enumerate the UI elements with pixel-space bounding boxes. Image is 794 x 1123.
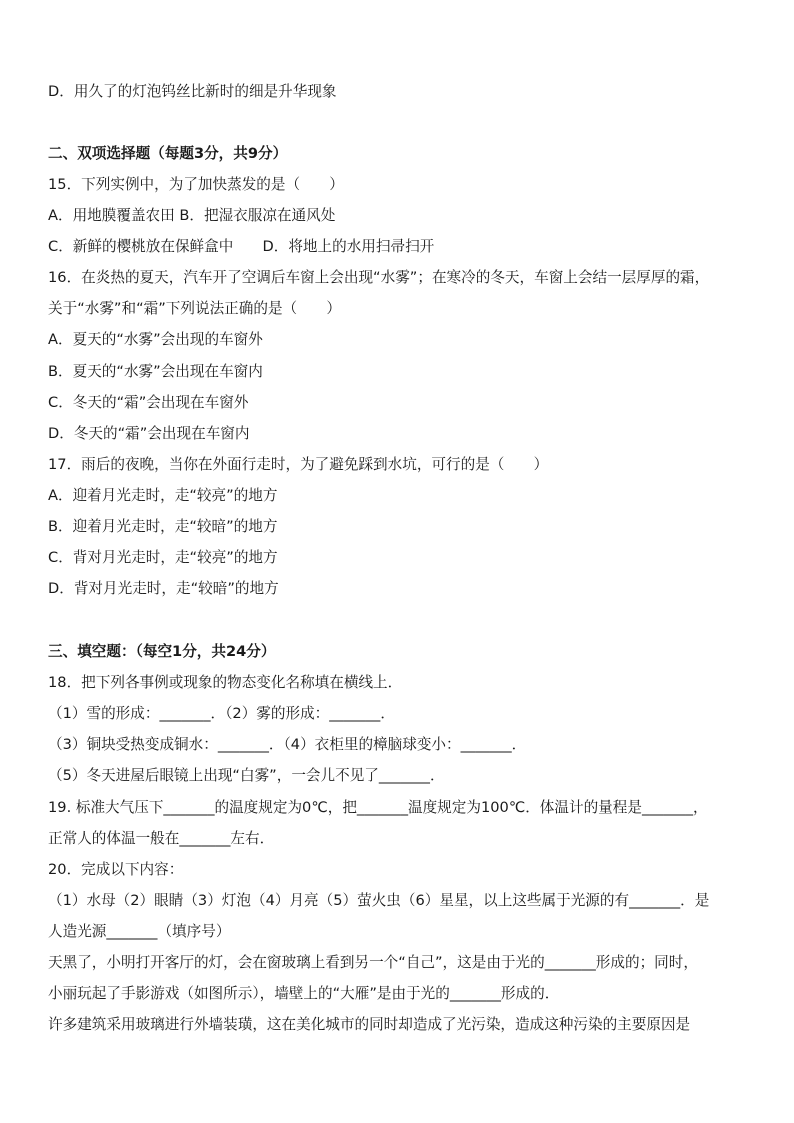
question-18-part-5: （5）冬天进屋后眼镜上出现“白雾”，一会儿不见了_______．: [48, 767, 445, 784]
question-20-part-1-line-1: （1）水母（2）眼睛（3）灯泡（4）月亮（5）萤火虫（6）星星，以上这些属于光源的有_______．是: [48, 892, 710, 909]
question-20-part-3-line-1: 许多建筑采用玻璃进行外墙装璜，这在美化城市的同时却造成了光污染，造成这种污染的主要原因是: [48, 1016, 691, 1033]
question-20-part-2-line-2: 小丽玩起了手影游戏（如图所示），墙壁上的“大雁”是由于光的_______形成的．: [48, 985, 560, 1002]
options-15ab: A．用地膜覆盖农田 B．把湿衣服凉在通风处: [48, 207, 336, 224]
question-15: 15．下列实例中，为了加快蒸发的是（ ）: [48, 176, 344, 193]
question-20-part-1-line-2: 人造光源_______（填序号）: [48, 923, 231, 940]
question-19-line-2: 正常人的体温一般在_______左右．: [48, 830, 275, 847]
section-2-heading: 二、双项选择题（每题3分，共9分）: [48, 145, 288, 162]
options-15cd: C．新鲜的樱桃放在保鲜盒中 D．将地上的水用扫帚扫开: [48, 238, 435, 255]
option-17c: C．背对月光走时，走“较亮”的地方: [48, 549, 278, 566]
section-3-heading: 三、填空题：（每空1分，共24分）: [48, 643, 276, 660]
option-16a: A．夏天的“水雾”会出现的车窗外: [48, 331, 263, 348]
option-14d: D．用久了的灯泡钨丝比新时的细是升华现象: [48, 83, 337, 100]
question-20: 20．完成以下内容：: [48, 861, 184, 878]
option-16b: B．夏天的“水雾”会出现在车窗内: [48, 363, 263, 380]
question-18-part-3-4: （3）铜块受热变成铜水：_______．（4）衣柜里的樟脑球变小：_______．: [48, 736, 527, 753]
question-20-part-2-line-1: 天黑了，小明打开客厅的灯，会在窗玻璃上看到另一个“自己”，这是由于光的_______形成的；同时，: [48, 954, 698, 971]
question-19-line-1: 19. 标准大气压下_______的温度规定为0℃，把_______温度规定为100℃．体温计的量程是_______，: [48, 799, 708, 816]
question-16-line-1: 16．在炎热的夏天，汽车开了空调后车窗上会出现“水雾”；在寒冷的冬天，车窗上会结一层厚厚的霜，: [48, 269, 710, 286]
option-17a: A．迎着月光走时，走“较亮”的地方: [48, 487, 278, 504]
option-17d: D．背对月光走时，走“较暗”的地方: [48, 580, 279, 597]
question-16-line-2: 关于“水雾”和“霜”下列说法正确的是（ ）: [48, 300, 341, 317]
option-16c: C．冬天的“霜”会出现在车窗外: [48, 394, 249, 411]
question-17: 17．雨后的夜晚，当你在外面行走时，为了避免踩到水坑，可行的是（ ）: [48, 456, 549, 473]
question-18: 18．把下列各事例或现象的物态变化名称填在横线上．: [48, 674, 403, 691]
question-18-part-1-2: （1）雪的形成：_______．（2）雾的形成：_______．: [48, 705, 395, 722]
option-16d: D．冬天的“霜”会出现在车窗内: [48, 425, 250, 442]
option-17b: B．迎着月光走时，走“较暗”的地方: [48, 518, 278, 535]
